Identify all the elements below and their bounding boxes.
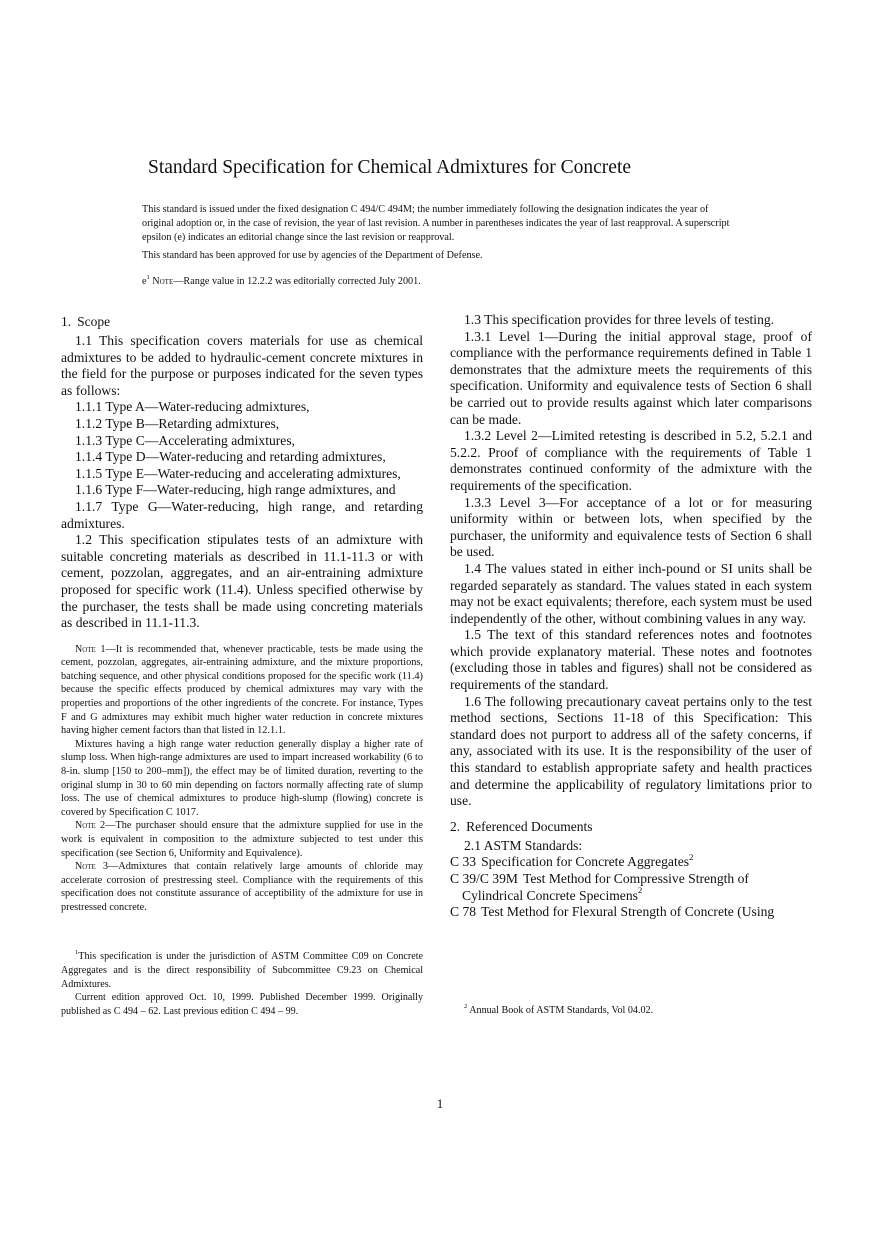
left-column (61, 313, 423, 915)
note-3-text: 3—Admixtures that contain relatively large amounts of chloride may accelerate corrosion of prestressing steel. Compliance with the requirements of this specification does not constitute assurance of acceptibility of the admixture for use in prestressed concrete. (61, 861, 423, 913)
reference-item (450, 851, 812, 871)
editorial-note (142, 275, 742, 289)
footnote-1 (61, 950, 423, 1019)
footnote-1-text: This specification is under the jurisdiction of ASTM Committee C09 on Concrete Aggregates and is the direct responsibility of Subcommittee C9.23 on Chemical Admixtures. (61, 951, 423, 990)
paragraph-1-2: 1.2 This specification stipulates tests of an admixture with suitable concreting materials as described in 11.1-11.3 or with cement, pozzolan, aggregates, and an air-entraining admixture proposed for specific work (11.4). Unless specified otherwise by the purchaser, the tests shall be made using concreting materials as described in 11.1-11.3. (61, 532, 423, 631)
right-column (450, 312, 812, 921)
epsilon-symbol: e (142, 276, 147, 287)
footnote-marker: 2 (464, 1002, 468, 1010)
section-number: 2. (450, 818, 461, 834)
reference-title: Test Method for Flexural Strength of Concrete (Using (481, 904, 775, 920)
type-item: 1.1.1 Type A—Water-reducing admixtures, (75, 399, 310, 415)
reference-item (450, 904, 812, 921)
designation-note: This standard is issued under the fixed designation C 494/C 494M; the number immediately following the designation indicates the year of original adoption or, in the case of revision, the year of last revision. A number in parentheses indicates the year of last reapproval. A superscript epsilon (e) indicates an editorial change since the last revision or reapproval. (142, 204, 730, 244)
reference-item (450, 871, 812, 904)
section-number: 1. (61, 314, 72, 329)
note-3 (61, 860, 423, 914)
reference-title: Test Method for Compressive Strength of Cylindrical Concrete Specimens (462, 871, 749, 903)
reference-code: C 33 (450, 854, 477, 870)
footnote-ref: 2 (637, 884, 643, 895)
astm-standards-subheading (450, 838, 812, 855)
reference-title: Specification for Concrete Aggregates (481, 854, 690, 870)
footnote-2 (450, 1004, 812, 1018)
note-1-text: 1—It is recommended that, whenever practicable, tests be made using the cement, pozzolan, aggregates, air-entraining admixture, and the mixture proportions, batching sequence, and other physical conditions proposed for the specific work (11.4) because the specific effects produced by chemical admixtures may vary with the properties and proportions of the other ingredients of the concrete. For instance, Types F and G admixtures may exhibit much higher water reduction in concrete mixtures having higher cement factors than that listed in 12.1.1. (61, 643, 423, 737)
note-1 (61, 643, 423, 738)
type-item: 1.1.3 Type C—Accelerating admixtures, (75, 432, 296, 448)
section-title: Referenced Documents (466, 818, 593, 834)
type-item: 1.1.5 Type E—Water-reducing and accelerating admixtures, (75, 465, 401, 481)
note-label: Note (75, 861, 96, 873)
document-title: Standard Specification for Chemical Admixtures for Concrete (148, 157, 632, 178)
paragraph-1-1: 1.1 This specification covers materials for use as chemical admixtures to be added to hydraulic-cement concrete mixtures in the field for the purpose or purposes indicated for the seven types as follows: (61, 333, 423, 398)
section-heading-referenced-documents (450, 818, 812, 835)
section-title: Scope (77, 314, 111, 329)
page-number: 1 (436, 1096, 444, 1111)
paragraph-1-3-1: 1.3.1 Level 1—During the initial approval stage, proof of compliance with the performance requirements defined in Table 1 demonstrates that the admixture meets the requirements of this specification. Uniformity and equivalence tests of Section 6 shall be carried out to provide results against which later comparisons can be made. (450, 328, 812, 427)
note-2-text: 2—The purchaser should ensure that the admixture supplied for use in the work is equivalent in composition to the admixture subjected to test under this specification (see Section 6, Uniformity and Equivalence). (61, 820, 423, 859)
reference-code: C 39/C 39M (450, 871, 518, 886)
paragraph-1-3-3: 1.3.3 Level 3—For acceptance of a lot or for measuring uniformity within or between lots, when specified by the purchaser, the uniformity and equivalence tests of Section 6 shall be used. (450, 494, 812, 560)
section-heading-scope (61, 313, 423, 330)
footnote-ref: 2 (689, 851, 694, 862)
type-item: 1.1.2 Type B—Retarding admixtures, (75, 415, 280, 431)
footnote-edition: Current edition approved Oct. 10, 1999. Published December 1999. Originally published as C 494 – 62. Last previous edition C 494 – 99. (61, 992, 423, 1018)
paragraph-1-6: 1.6 The following precautionary caveat pertains only to the test method sections, Sections 11-18 of this Specification: This standard does not purport to address all of the safety concerns, if any, associated with its use. It is the responsibility of the user of this standard to establish appropriate safety and health practices and determine the applicability of regulatory limitations prior to use. (450, 693, 812, 809)
note-2 (61, 819, 423, 860)
note-1-continued: Mixtures having a high range water reduction generally display a higher rate of slump loss. When high-range admixtures are used to impart increased workability (6 to 8-in. slump [150 to 200–mm]), the effect may be of limited duration, reverting to the original slump in 30 to 60 min depending on factors normally affecting rate of slump loss. The use of chemical admixtures to produce high-slump (flowing) concrete is covered by Specification C 1017. (61, 738, 423, 818)
type-item: 1.1.6 Type F—Water-reducing, high range admixtures, and (75, 482, 396, 498)
editorial-note-text: —Range value in 12.2.2 was editorially corrected July 2001. (173, 276, 421, 287)
note-label: Note (75, 643, 96, 655)
paragraph-1-4: 1.4 The values stated in either inch-pound or SI units shall be regarded separately as standard. The values stated in each system may not be exact equivalents; therefore, each system must be used independently of the other, without combining values in any way. (450, 560, 812, 626)
paragraph-1-3: 1.3 This specification provides for three levels of testing. (464, 312, 775, 327)
footnote-marker: 1 (75, 948, 79, 956)
type-item: 1.1.4 Type D—Water-reducing and retarding admixtures, (75, 449, 386, 465)
footnote-2-text: Annual Book of ASTM Standards, Vol 04.02. (469, 1005, 654, 1016)
paragraph-1-3-2: 1.3.2 Level 2—Limited retesting is described in 5.2, 5.2.1 and 5.2.2. Proof of compliance with the requirements of Table 1 demonstrates continued conformity of the admixture with the requirements of the specification. (450, 428, 812, 493)
reference-code: C 78 (450, 904, 477, 920)
astm-standards-label: 2.1 ASTM Standards: (464, 837, 583, 853)
note-label: Note (75, 820, 96, 832)
paragraph-1-5: 1.5 The text of this standard references notes and footnotes which provide explanatory material. These notes and footnotes (excluding those in tables and figures) shall not be considered as requirements of the standard. (450, 627, 812, 693)
epsilon-superscript: 1 (146, 273, 150, 281)
type-item: 1.1.7 Type G—Water-reducing, high range, and retarding admixtures. (61, 498, 423, 531)
note-label: Note (152, 276, 174, 287)
dod-approval-note: This standard has been approved for use by agencies of the Department of Defense. (142, 250, 483, 261)
